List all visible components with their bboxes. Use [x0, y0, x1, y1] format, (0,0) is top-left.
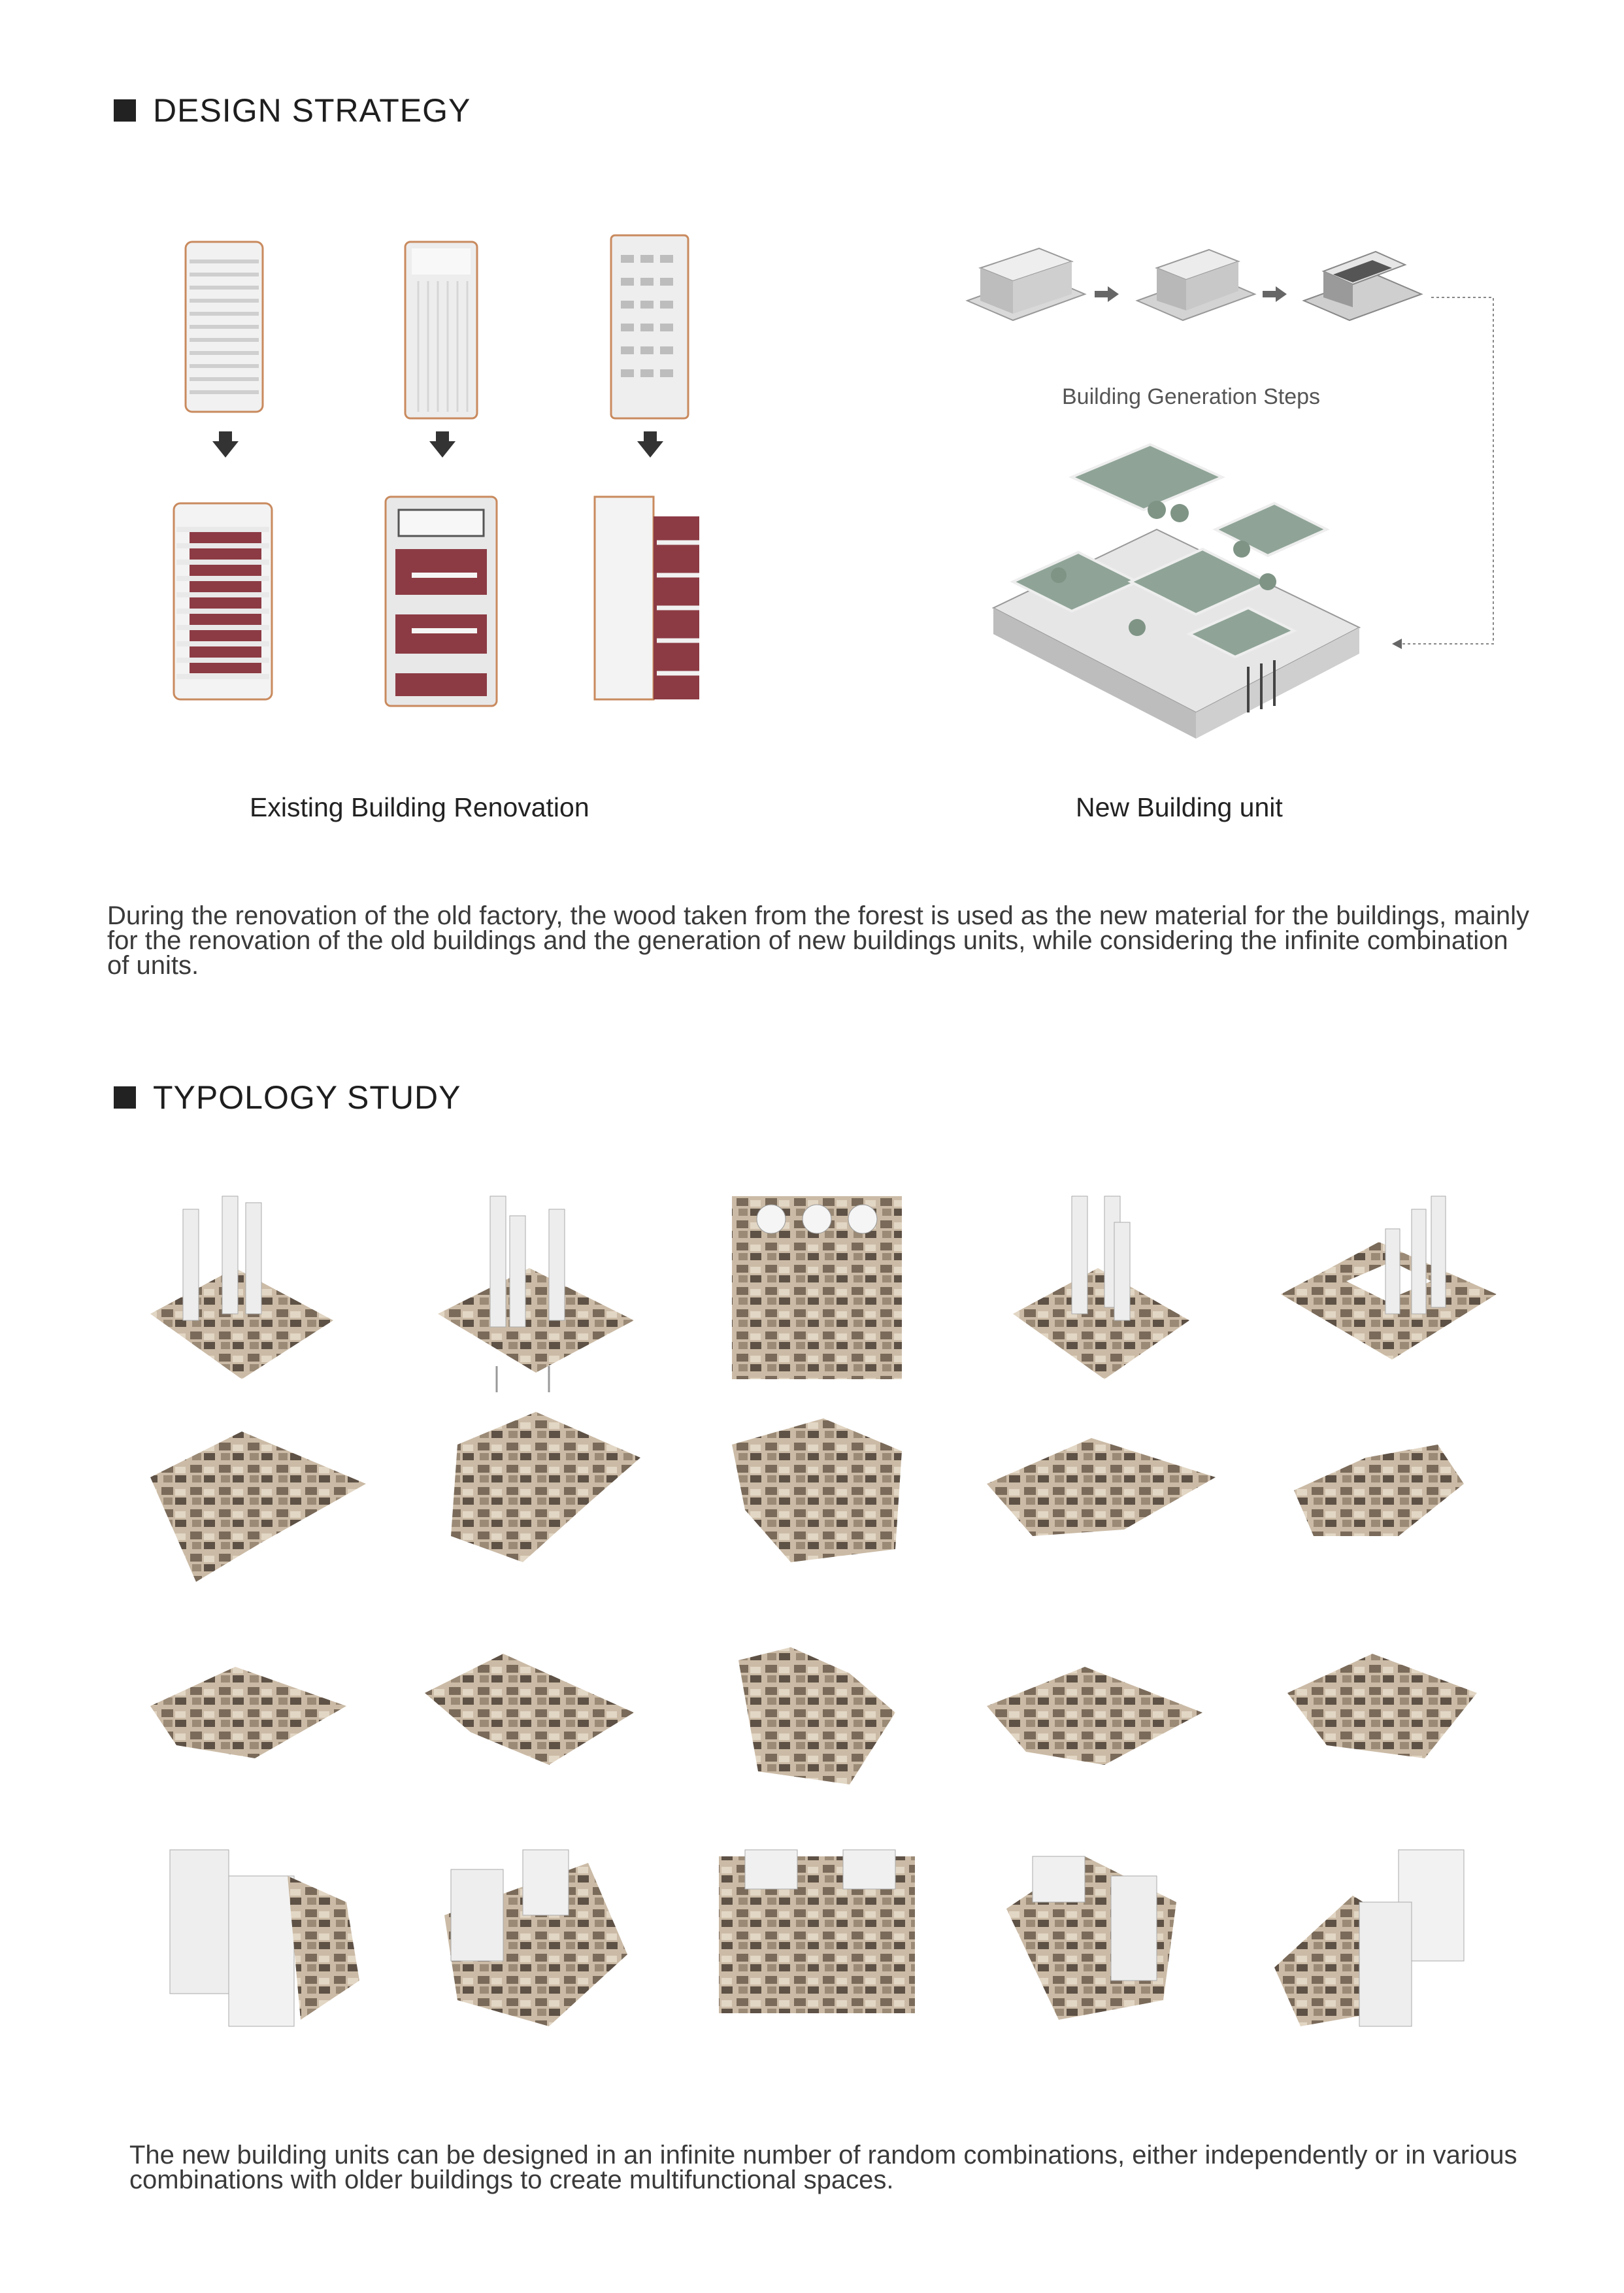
- design-strategy-heading: [114, 92, 471, 129]
- renovated-tower-2: [386, 497, 497, 706]
- generation-step-1: [967, 248, 1085, 320]
- right-arrow-icon: [1095, 286, 1119, 302]
- typology-row-4: [170, 1850, 1464, 2026]
- existing-tower-3: [611, 235, 688, 418]
- down-arrow-icon: [212, 431, 239, 458]
- typology-study-description: The new building units can be designed in an infinite number of random combinations, either independently or in various combinations with older buildings to create multifunctional spaces.: [129, 2141, 1517, 2194]
- typology-study-title: TYPOLOGY STUDY: [153, 1079, 461, 1116]
- renovated-tower-3: [595, 497, 699, 699]
- existing-tower-2: [405, 242, 477, 418]
- typology-model: [987, 1438, 1216, 1536]
- typology-row-3: [150, 1647, 1477, 1784]
- typology-model: [719, 1850, 915, 2013]
- typology-model: [987, 1667, 1202, 1765]
- left-arrow-icon: [1392, 639, 1402, 649]
- design-strategy-description: During the renovation of the old factory, the wood taken from the forest is used as the new material for the buildings, mainly for the renovation of the old buildings and the generation of new buildings units, while considering the infinite combination of units.: [107, 901, 1529, 980]
- renovation-caption: Existing Building Renovation: [250, 792, 589, 822]
- typology-model: [732, 1418, 902, 1562]
- typology-model: [150, 1196, 333, 1379]
- renovated-tower-1: [174, 503, 272, 699]
- typology-model: [732, 1196, 902, 1379]
- typology-model: [438, 1196, 634, 1392]
- renovation-diagram: [150, 222, 738, 732]
- new-unit-caption: New Building unit: [1076, 792, 1283, 822]
- existing-tower-1: [186, 242, 263, 412]
- typology-grid: [131, 1196, 1529, 2046]
- new-building-unit: [993, 444, 1359, 739]
- typology-model: [738, 1647, 895, 1784]
- dotted-connector: [1399, 297, 1493, 644]
- typology-model: [425, 1654, 634, 1765]
- generation-step-3: [1304, 252, 1421, 320]
- typology-model: [444, 1850, 627, 2026]
- generation-caption: Building Generation Steps: [1062, 384, 1321, 409]
- typology-model: [1281, 1196, 1497, 1360]
- typology-model: [1013, 1196, 1189, 1379]
- typology-model: [1294, 1445, 1464, 1536]
- typology-model: [1274, 1850, 1464, 2026]
- typology-model: [150, 1431, 366, 1582]
- right-arrow-icon: [1263, 286, 1287, 302]
- typology-model: [1287, 1654, 1477, 1758]
- design-strategy-title: DESIGN STRATEGY: [153, 92, 471, 129]
- typology-model: [1006, 1856, 1176, 2020]
- heading-square-icon: [114, 99, 136, 122]
- typology-row-2: [150, 1412, 1464, 1582]
- down-arrow-icons: [212, 431, 663, 458]
- heading-square-icon: [114, 1086, 136, 1109]
- typology-model: [451, 1412, 640, 1562]
- typology-study-heading: [114, 1079, 461, 1116]
- down-arrow-icon: [429, 431, 456, 458]
- down-arrow-icon: [637, 431, 663, 458]
- typology-row-1: [150, 1196, 1497, 1392]
- typology-model: [150, 1667, 346, 1758]
- typology-model: [170, 1850, 359, 2026]
- generation-step-2: [1137, 250, 1255, 320]
- generation-diagram: [941, 242, 1516, 752]
